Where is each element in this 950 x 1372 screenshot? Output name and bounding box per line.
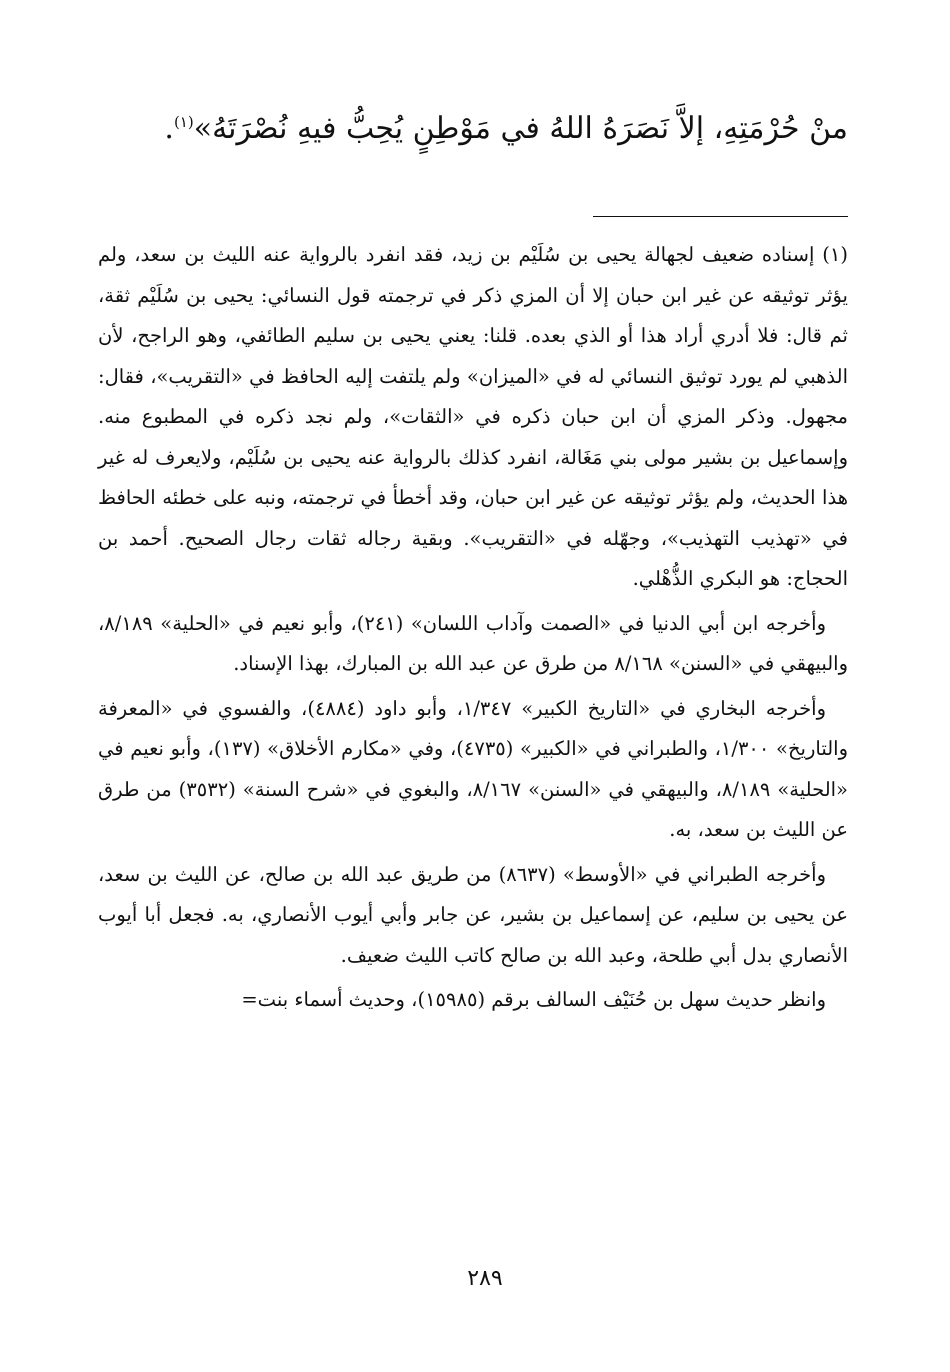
footnotes [98, 235, 848, 1025]
footnote-paragraph: وأخرجه ابن أبي الدنيا في «الصمت وآداب اللسان» (٢٤١)، وأبو نعيم في «الحلية» ٨/١٨٩، والبيهقي في «السنن» ٨/١٦٨ من طرق عن عبد الله بن المبارك، بهذا الإسناد. [98, 611, 848, 675]
main-text-line: منْ حُرْمَتِهِ، إلاَّ نَصَرَهُ اللهُ في مَوْطِنٍ يُحِبُّ فيهِ نُصْرَتَهُ» [193, 111, 848, 146]
main-text [88, 104, 848, 154]
footnote-marker: (١) [173, 113, 194, 131]
footnote-paragraph: (١) إسناده ضعيف لجهالة يحيى بن سُلَيْم بن زيد، فقد انفرد بالرواية عنه الليث بن سعد، ولم يؤثر توثيقه عن غير ابن حبان إلا أن المزي ذكر في ترجمته قول النسائي: يحيى بن سُلَيْم ثقة، ثم قال: فلا أدري أراد هذا أو الذي بعده. قلنا: يعني يحيى بن سليم الطائفي، وهو الراجح، لأن الذهبي لم يورد توثيق النسائي له في «الميزان» ولم يلتفت إليه الحافظ في «التقريب»، فقال: مجهول. وذكر المزي أن ابن حبان ذكره في «الثقات»، ولم نجد ذكره في المطبوع منه. وإسماعيل بن بشير مولى بني مَغَالة، انفرد كذلك بالرواية عنه يحيى بن سُلَيْم، ولايعرف له غير هذا الحديث، ولم يؤثر توثيقه عن غير ابن حبان، وقد أخطأ في ترجمته، ونبه على خطئه الحافظ في «تهذيب التهذيب»، وجهّله في «التقريب». وبقية رجاله ثقات رجال الصحيح. أحمد بن الحجاج: هو البكري الذُّهْلي. [98, 243, 848, 590]
footnote-separator [593, 216, 848, 217]
page-number: ٢٨٩ [467, 1266, 503, 1291]
footnote-paragraph: وأخرجه الطبراني في «الأوسط» (٨٦٣٧) من طريق عبد الله بن صالح، عن الليث بن سعد، عن يحيى بن سليم، عن إسماعيل بن بشير، عن جابر وأبي أيوب الأنصاري، به. فجعل أبا أيوب الأنصاري بدل أبي طلحة، وعبد الله بن صالح كاتب الليث ضعيف. [98, 862, 848, 967]
footnote-paragraph: وأخرجه البخاري في «التاريخ الكبير» ١/٣٤٧، وأبو داود (٤٨٨٤)، والفسوي في «المعرفة والتاريخ» ١/٣٠٠، والطبراني في «الكبير» (٤٧٣٥)، وفي «مكارم الأخلاق» (١٣٧)، وأبو نعيم في «الحلية» ٨/١٨٩، والبيهقي في «السنن» ٨/١٦٧، والبغوي في «شرح السنة» (٣٥٣٢) من طرق عن الليث بن سعد، به. [98, 696, 848, 841]
main-text-end: . [164, 111, 174, 146]
footnote-paragraph: وانظر حديث سهل بن حُنَيْف السالف برقم (١٥٩٨٥)، وحديث أسماء بنت= [241, 988, 826, 1011]
